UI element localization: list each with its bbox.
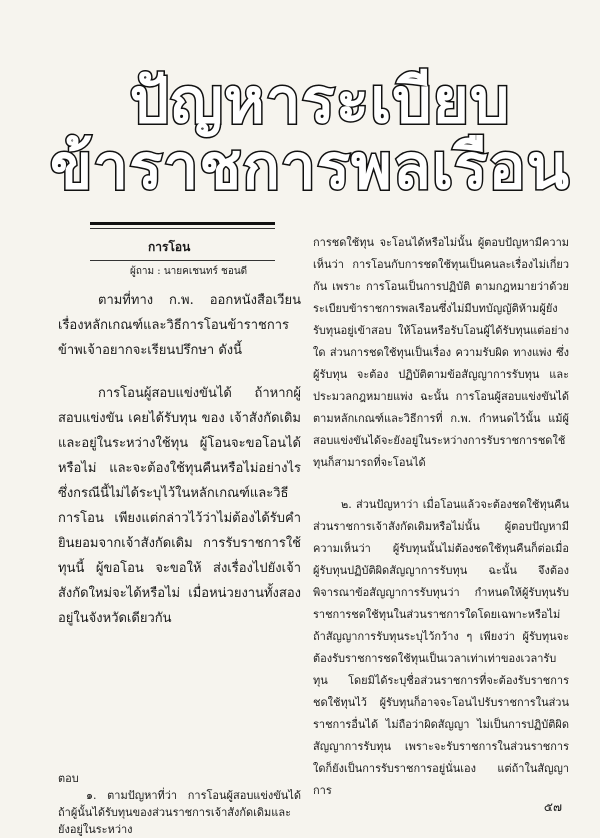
answer-paragraph-1: ๑. ตามปัญหาที่ว่า การโอนผู้สอบแข่งขันได้ ถ้าผู้นั้นได้รับทุนของส่วนราชการเจ้าสังกัดเดิมและยังอยู่ในระหว่าง [58, 789, 301, 836]
left-column-answer [58, 770, 301, 838]
left-column [58, 288, 301, 631]
answer-label: ตอบ [58, 772, 79, 785]
answer-paragraph-2: ๒. ส่วนปัญหาว่า เมื่อโอนแล้วจะต้องชดใช้ทุนคืนส่วนราชการเจ้าสังกัดเดิมหรือไม่นั้น ผู้ตอบปัญหามีความเห็นว่า ผู้รับทุนนั้นไม่ต้องชดใช้ทุนคืนก็ต่อเมื่อผู้รับทุนปฏิบัติผิดสัญญาการรับทุน ฉะนั้น จึงต้องพิจารณาข้อสัญญาการรับทุนว่า กำหนดให้ผู้รับทุนรับราชการชดใช้ทุนในส่วนราชการใดโดยเฉพาะหรือไม่ ถ้าสัญญาการรับทุนระบุไว้กว้าง ๆ เพียงว่า ผู้รับทุนจะต้องรับราชการชดใช้ทุนเป็นเวลาเท่าเท่าของเวลารับทุน โดยมิได้ระบุชื่อส่วนราชการที่จะต้องรับราชการชดใช้ทุนไว้ ผู้รับทุนก็อาจจะโอนไปรับราชการในส่วนราชการอื่นได้ ไม่ถือว่าผิดสัญญา ไม่เป็นการปฏิบัติผิดสัญญาการรับทุน เพราะจะรับราชการในส่วนราชการใดก็ยังเป็นการรับราชการอยู่นั่นเอง แต่ถ้าในสัญญาการ [313, 498, 569, 797]
author-line: ผู้ถาม : นายคเชนทร์ ชอนดี [130, 266, 248, 277]
page-number: ๕๗ [543, 800, 562, 814]
heading-rule [90, 260, 275, 261]
section-rule-thick [90, 222, 275, 225]
section-rule-thin [90, 228, 275, 229]
answer-paragraph-1-cont: การชดใช้ทุน จะโอนได้หรือไม่นั้น ผู้ตอบปัญหามีความเห็นว่า การโอนกับการชดใช้ทุนเป็นคนละเรื่องไม่เกี่ยวกัน เพราะ การโอนเป็นการปฏิบัติ ตามกฎหมายว่าด้วยระเบียบข้าราชการพลเรือนซึ่งไม่มีบทบัญญัติห้ามผู้ยังรับทุนอยู่เข้าสอบ ให้โอนหรือรับโอนผู้ได้รับทุนแต่อย่างใด ส่วนการชดใช้ทุนเป็นเรื่อง ความรับผิด ทางแพ่ง ซึ่งผู้รับทุน จะต้อง ปฏิบัติตามข้อสัญญาการรับทุน และประมวลกฎหมายแพ่ง ฉะนั้น การโอนผู้สอบแข่งขันได้ตามหลักเกณฑ์และวิธีการที่ ก.พ. กำหนดไว้นั้น แม้ผู้สอบแข่งขันได้จะยังอยู่ในระหว่างการรับราชการชดใช้ทุนก็สามารถที่จะโอนได้ [313, 236, 569, 469]
section-heading: การโอน [148, 240, 191, 254]
right-column [313, 232, 569, 802]
question-paragraph-1: ตามที่ทาง ก.พ. ออกหนังสือเวียนเรื่องหลักเกณฑ์และวิธีการโอนข้าราชการ ข้าพเจ้าอยากจะเรียนปรึกษา ดังนี้ [58, 293, 301, 358]
title-line-1: ปัญหาระเบียบ [129, 64, 511, 137]
title-line-2: ข้าราชการพลเรือน [49, 130, 571, 203]
question-paragraph-2: การโอนผู้สอบแข่งขันได้ ถ้าหากผู้สอบแข่งขัน เคยได้รับทุน ของ เจ้าสังกัดเดิม และอยู่ในระหว่างใช้ทุน ผู้โอนจะขอโอนได้หรือไม่ และจะต้องใช้ทุนคืนหรือไม่อย่างไร ซึ่งกรณีนี้ไม่ได้ระบุไว้ในหลักเกณฑ์และวิธีการโอน เพียงแต่กล่าวไว้ว่าไม่ต้องได้รับคำยินยอมจากเจ้าสังกัดเดิม การรับราชการใช้ทุนนี้ ผู้ขอโอน จะขอให้ ส่งเรื่องไปยังเจ้าสังกัดใหม่จะได้หรือไม่ เมื่อหน่วยงานทั้งสองอยู่ในจังหวัดเดียวกัน [58, 386, 301, 626]
